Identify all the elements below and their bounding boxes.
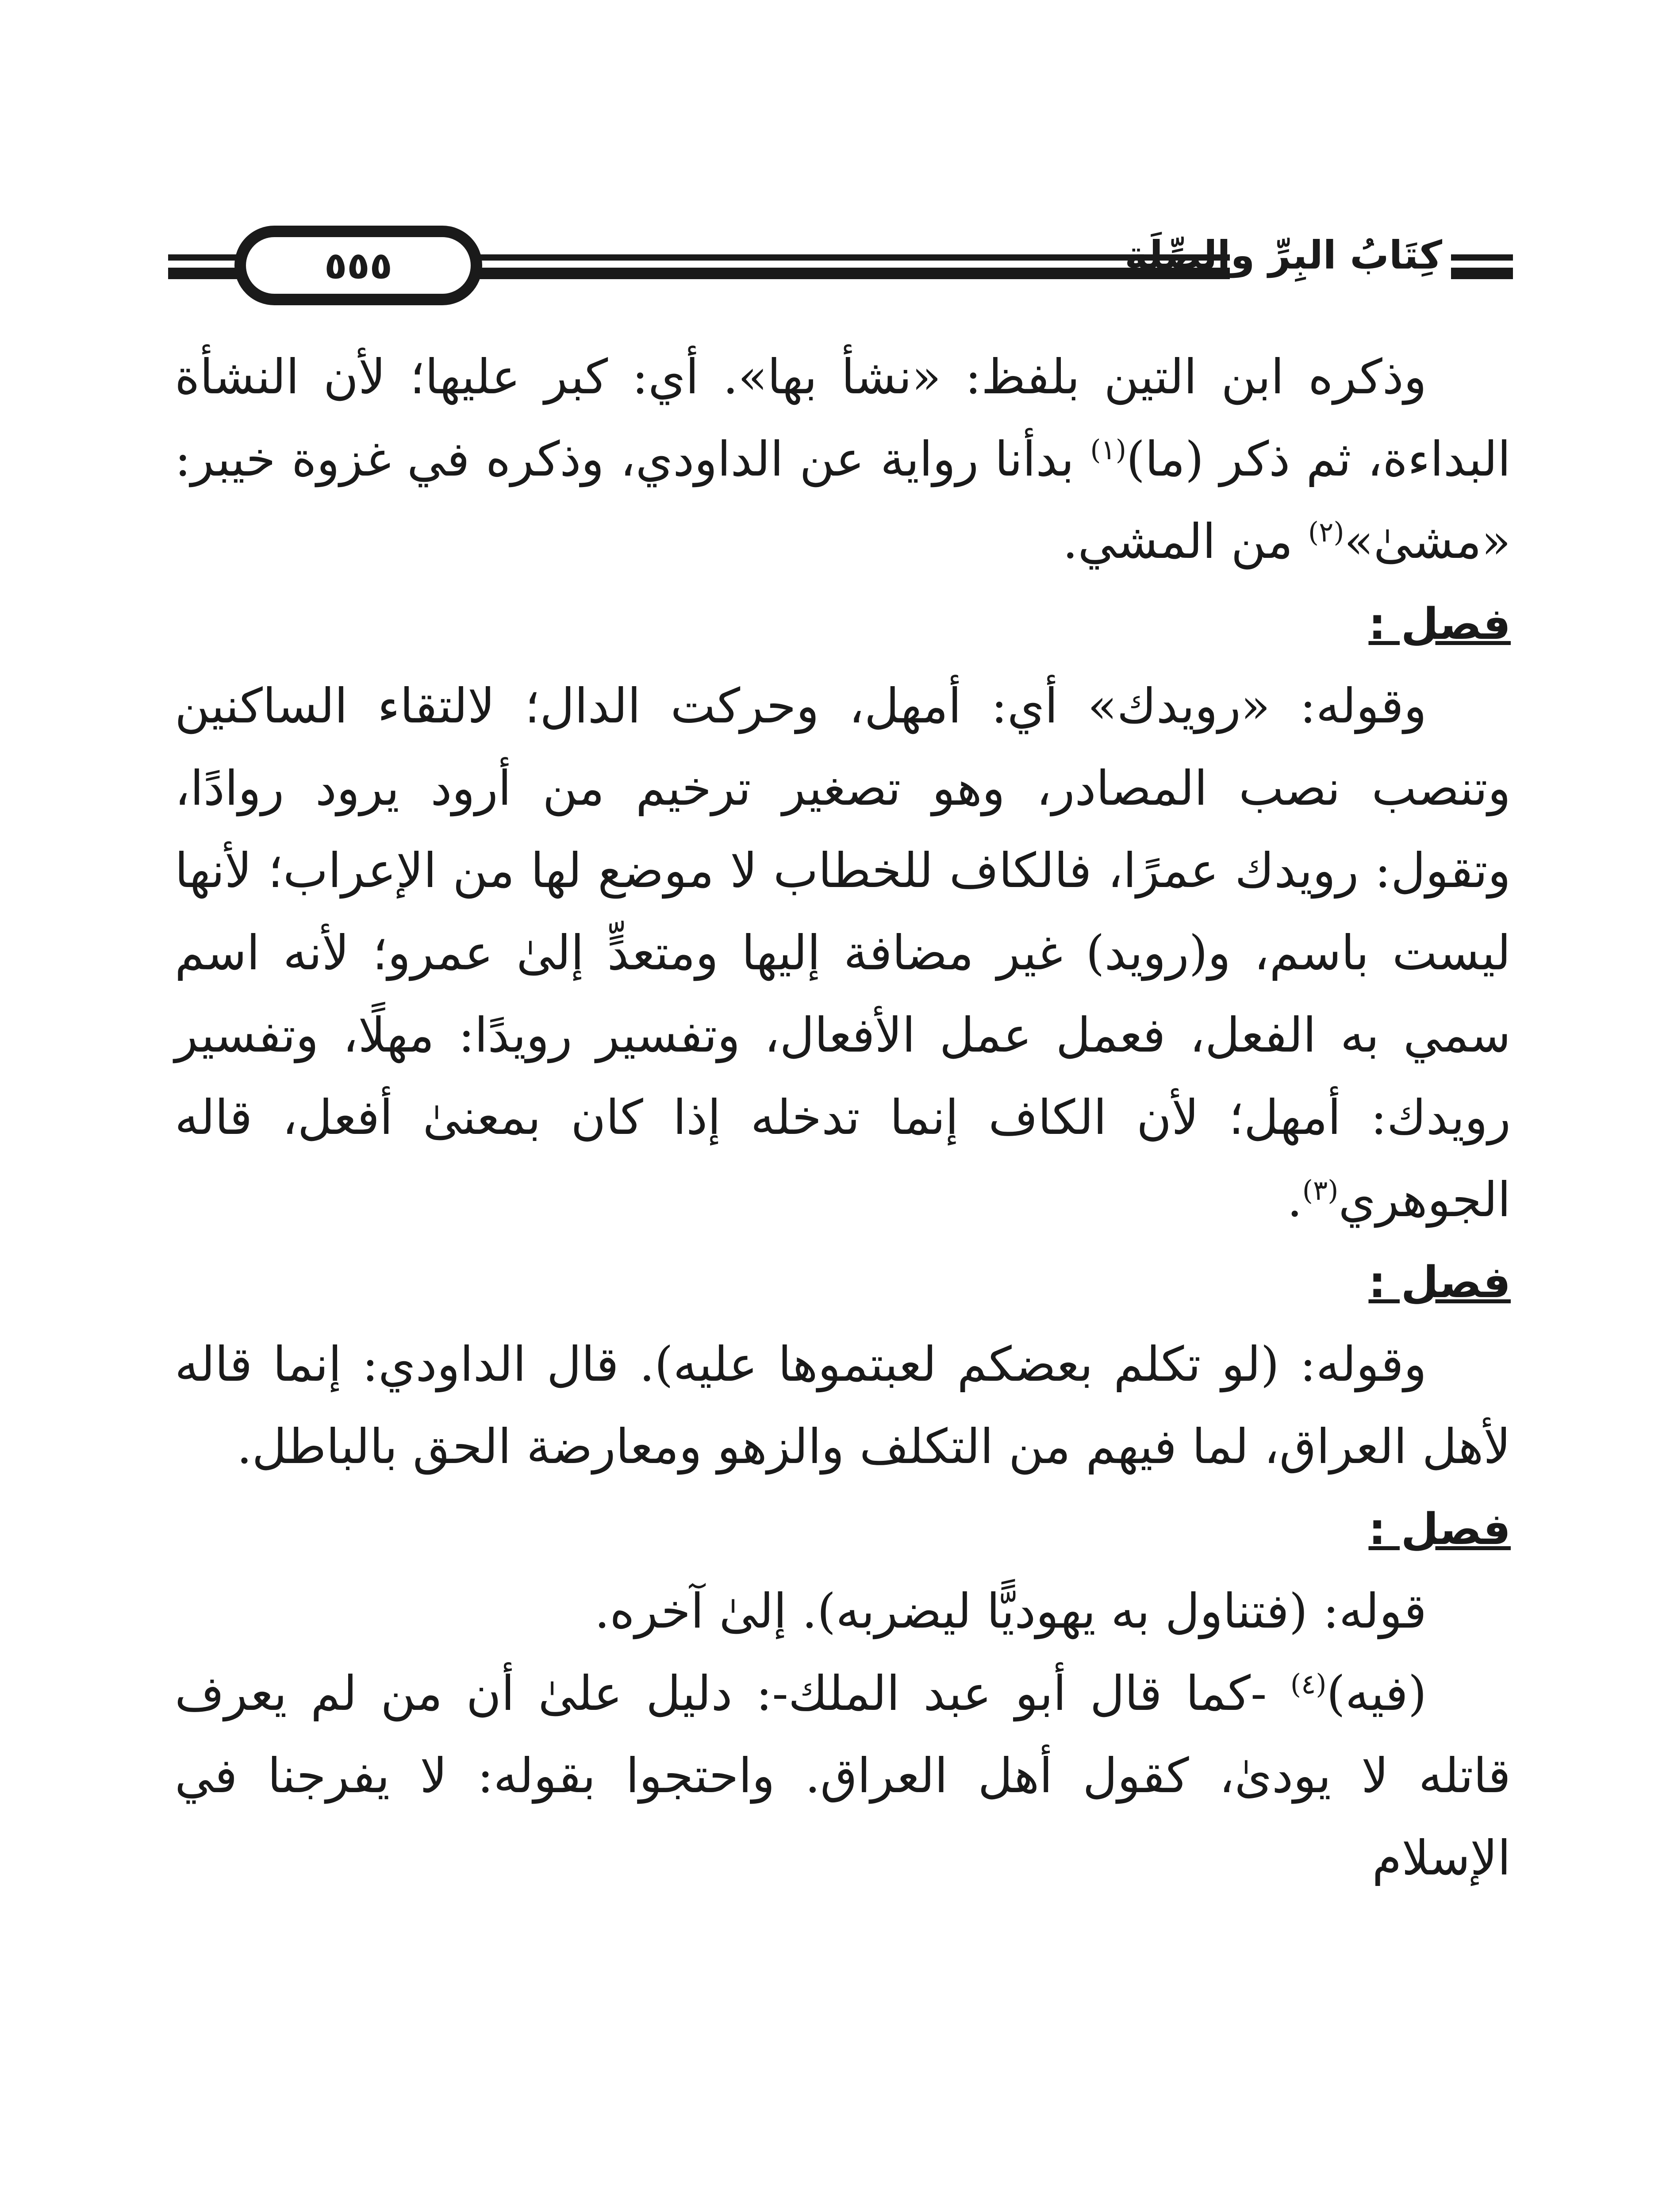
header-rule-middle-thin bbox=[478, 254, 1230, 261]
header-rule-left-thick bbox=[168, 268, 243, 279]
header-rule-right-thick bbox=[1451, 268, 1513, 279]
paragraph-5 bbox=[175, 1653, 1511, 1900]
footnote-ref-4: (٤) bbox=[1290, 1668, 1327, 1700]
paragraph-4 bbox=[175, 1571, 1511, 1653]
paragraph-3-text: وقوله: (لو تكلم بعضكم لعبتموها عليه). قال الداودي: إنما قاله لأهل العراق، لما فيهم من التكلف والزهو ومعارضة الحق بالباطل. bbox=[175, 1337, 1511, 1475]
paragraph-1 bbox=[175, 336, 1511, 583]
section-heading-1 bbox=[175, 583, 1511, 665]
paragraph-2-text: وقوله: «رويدك» أي: أمهل، وحركت الدال؛ لالتقاء الساكنين وتنصب نصب المصادر، وهو تصغير ترخيم من أرود يرود روادًا، وتقول: رويدك عمرًا، فالكاف للخطاب لا موضع لها من الإعراب؛ لأنها ليست باسم، و(رويد) غير مضافة إليها ومتعدٍّ إلىٰ عمرو؛ لأنه اسم سمي به الفعل، فعمل عمل الأفعال، وتفسير رويدًا: مهلًا، وتفسير رويدك: أمهل؛ لأن الكاف إنما تدخله إذا كان بمعنىٰ أفعل، قاله الجوهري bbox=[175, 679, 1511, 1228]
footnote-ref-3: (٣) bbox=[1302, 1174, 1339, 1206]
page-header bbox=[168, 208, 1513, 323]
header-rule-middle-thick bbox=[478, 268, 1230, 279]
paragraph-3 bbox=[175, 1324, 1511, 1488]
paragraph-1-text-b: بدأنا رواية عن الداودي، وذكره في غزوة خيبر: «مشىٰ» bbox=[175, 432, 1511, 569]
page-number-frame bbox=[234, 226, 482, 305]
section-heading-1-text: فصل : bbox=[1368, 599, 1511, 649]
paragraph-4-text: قوله: (فتناول به يهوديًّا ليضربه). إلىٰ آخره. bbox=[594, 1584, 1427, 1639]
paragraph-5-text-b: -كما قال أبو عبد الملك-: دليل علىٰ أن من لم يعرف قاتله لا يودىٰ، كقول أهل العراق. واحتجوا بقوله: لا يفرجنا في الإسلام bbox=[175, 1666, 1511, 1886]
main-text bbox=[175, 336, 1511, 1900]
paragraph-1-text-c: من المشي. bbox=[1063, 514, 1308, 569]
section-heading-2-text: فصل : bbox=[1368, 1257, 1511, 1308]
footnote-ref-1: (١) bbox=[1090, 434, 1127, 466]
book-title: كِتَابُ البِرِّ والصِّلَةِ bbox=[1125, 232, 1442, 278]
paragraph-2-end: . bbox=[1287, 1172, 1302, 1228]
footnote-ref-2: (٢) bbox=[1308, 516, 1344, 548]
section-heading-3-text: فصل : bbox=[1368, 1504, 1511, 1555]
header-rule-right-thin bbox=[1451, 254, 1513, 261]
page-number: ٥٥٥ bbox=[324, 244, 392, 287]
header-rule-left-thin bbox=[168, 254, 243, 261]
section-heading-3 bbox=[175, 1488, 1511, 1571]
paragraph-1-text-a: وذكره ابن التين بلفظ: «نشأ بها». أي: كبر عليها؛ لأن النشأة البداءة، ثم ذكر (ما) bbox=[175, 349, 1511, 487]
paragraph-2 bbox=[175, 665, 1511, 1241]
section-heading-2 bbox=[175, 1241, 1511, 1324]
paragraph-5-text-a: (فيه) bbox=[1326, 1666, 1427, 1721]
